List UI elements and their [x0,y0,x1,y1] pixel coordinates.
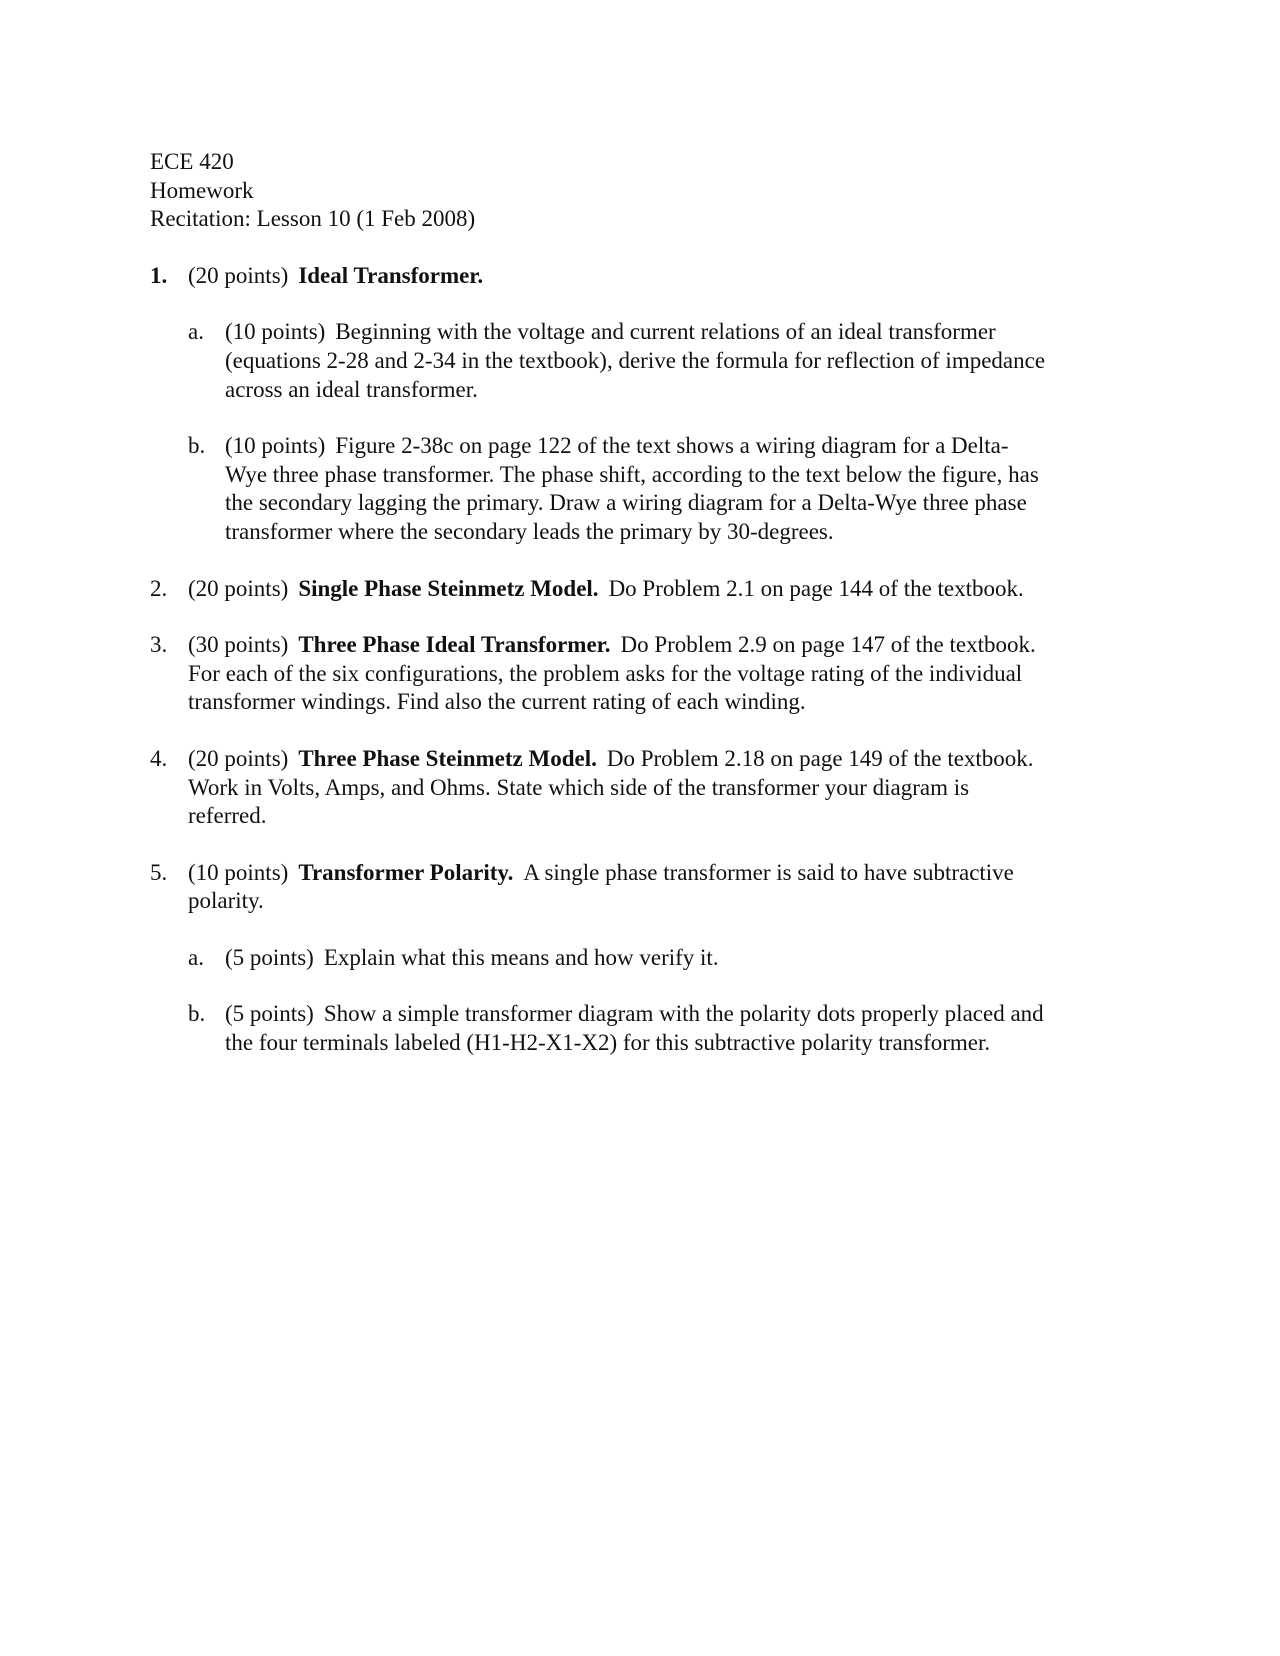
subpart-points: (5 points) [225,944,314,970]
recitation-line: Recitation: Lesson 10 (1 Feb 2008) [150,206,476,232]
problem-text-line: Do Problem 2.18 on page 149 of the textbook. [606,745,1034,771]
problem-5 [150,859,1150,1058]
subpart-points: (10 points) [225,319,326,345]
problem-points: (10 points) [188,859,289,885]
course-code: ECE 420 [150,149,234,174]
subpart-text-line: Show a simple transformer diagram with the polarity dots properly placed and [323,1001,1044,1027]
subpart-points: (5 points) [225,1001,314,1027]
problem-content [188,859,1150,1058]
subpart-text-line: (equations 2-28 and 2-34 in the textbook), derive the formula for reflection of impedance [225,347,1046,373]
problem-points: (30 points) [188,632,289,658]
subpart-text-line: across an ideal transformer. [225,376,478,402]
subpart-points: (10 points) [225,433,326,459]
subpart-text-line: the secondary lagging the primary. Draw a wiring diagram for a Delta-Wye three phase [225,490,1027,516]
subpart-text-line: Explain what this means and how verify it. [323,944,719,970]
problem-1b [188,432,1150,546]
problem-points: (20 points) [188,262,289,288]
subpart-text-line: Beginning with the voltage and current relations of an ideal transformer [335,319,996,345]
subpart-content [225,944,1150,973]
problem-title: Single Phase Steinmetz Model. [298,575,599,601]
problem-text-line: referred. [188,803,267,829]
document-header [150,148,1150,234]
subpart-text-line: Wye three phase transformer. The phase shift, according to the text below the figure, has [225,461,1039,487]
problem-points: (20 points) [188,575,289,601]
homework-page [150,148,1150,1058]
problem-title: Three Phase Ideal Transformer. [298,632,611,658]
subpart-content [225,432,1150,546]
problem-number: 2. [150,575,168,601]
problem-title: Ideal Transformer. [298,262,484,288]
document-type: Homework [150,177,254,203]
problem-text-line: For each of the six configurations, the problem asks for the voltage rating of the individual [188,660,1023,686]
problem-4 [150,745,1150,831]
problem-5b [188,1000,1150,1057]
problem-text-line: Do Problem 2.9 on page 147 of the textbook. [620,632,1036,658]
problem-number: 4. [150,745,168,771]
problem-1 [150,262,1150,547]
problem-text-line: Do Problem 2.1 on page 144 of the textbook. [608,575,1024,601]
subpart-letter: b. [188,1001,206,1027]
subpart-letter: b. [188,433,206,459]
problem-text-line: Work in Volts, Amps, and Ohms. State which side of the transformer your diagram is [188,774,970,800]
subpart-text-line: transformer where the secondary leads the primary by 30-degrees. [225,518,834,544]
problem-3 [150,631,1150,717]
problem-text-line: A single phase transformer is said to have subtractive [523,859,1014,885]
problem-title: Transformer Polarity. [298,859,514,885]
problem-content [188,631,1150,717]
subpart-content [225,1000,1150,1057]
subpart-letter: a. [188,944,204,970]
problem-text-line: polarity. [188,888,264,914]
problem-content [188,262,1150,547]
problem-text-line: transformer windings. Find also the current rating of each winding. [188,689,806,715]
subpart-text-line: the four terminals labeled (H1-H2-X1-X2) for this subtractive polarity transformer. [225,1030,991,1056]
problem-1a [188,318,1150,404]
subpart-content [225,318,1150,404]
problem-title: Three Phase Steinmetz Model. [298,745,597,771]
problem-content [188,575,1150,604]
problem-2 [150,575,1150,604]
problem-5a [188,944,1150,973]
problem-number: 1. [150,262,168,288]
subpart-letter: a. [188,319,204,345]
problem-content [188,745,1150,831]
problem-number: 5. [150,859,168,885]
problem-points: (20 points) [188,745,289,771]
problem-number: 3. [150,632,168,658]
subpart-text-line: Figure 2-38c on page 122 of the text shows a wiring diagram for a Delta- [335,433,1009,459]
